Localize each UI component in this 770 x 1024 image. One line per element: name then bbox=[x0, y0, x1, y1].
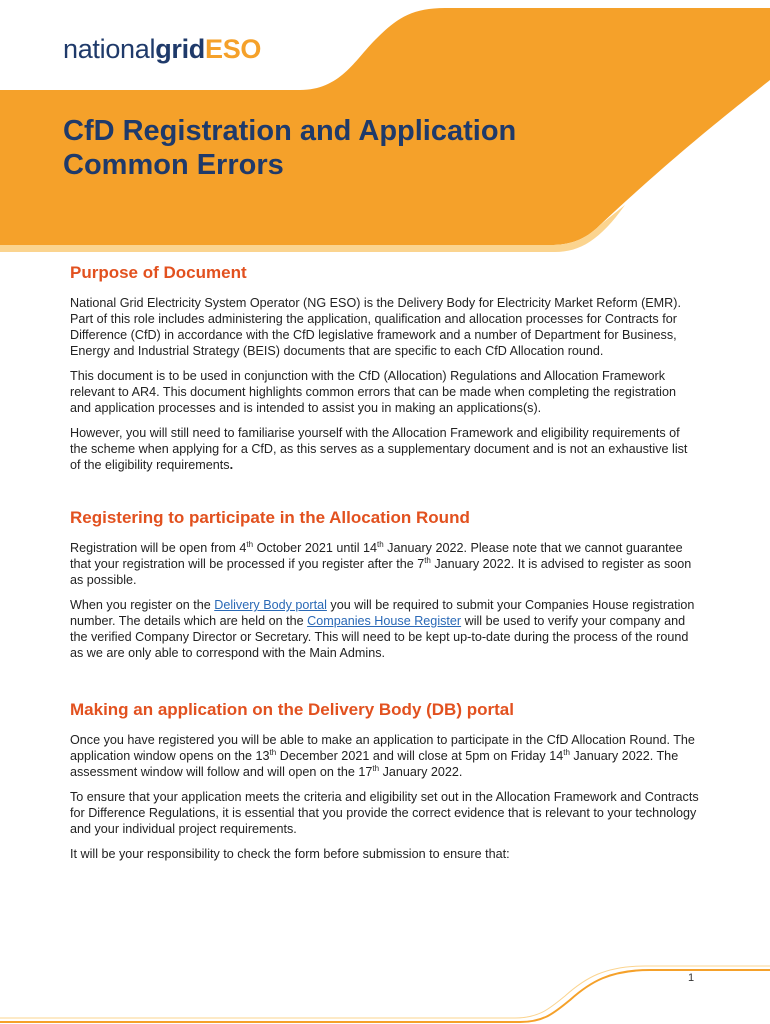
registering-p2-text-a: When you register on the bbox=[70, 598, 215, 612]
page-number: 1 bbox=[688, 972, 695, 984]
delivery-body-portal-link[interactable]: Delivery Body portal bbox=[214, 598, 327, 612]
footer-decoration bbox=[0, 960, 770, 1024]
registering-p1-text-b: October 2021 until 14 bbox=[253, 541, 377, 555]
registering-p2-text-b: you will be required to submit your Companies House registration number. The details which are held on the bbox=[70, 598, 695, 628]
ordinal-suffix: th bbox=[424, 555, 431, 565]
registering-p1-text-a: Registration will be open from 4 bbox=[70, 541, 247, 555]
purpose-paragraph-3-period: . bbox=[229, 458, 234, 472]
ordinal-suffix: th bbox=[563, 747, 570, 757]
application-p1-text-b: December 2021 and will close at 5pm on Friday 14 bbox=[276, 749, 564, 763]
document-body bbox=[70, 262, 700, 871]
application-p1-text-c: January 2022. The assessment window will follow and will open on the 17 bbox=[70, 749, 679, 779]
section-heading-application: Making an application on the Delivery Body (DB) portal bbox=[70, 700, 514, 719]
purpose-paragraph-3 bbox=[70, 425, 700, 473]
title-line-2: Common Errors bbox=[63, 149, 284, 181]
purpose-paragraph-3-text: However, you will still need to familiarise yourself with the Allocation Framework and eligibility requirements of the scheme when applying for a CfD, as this serves as a supplementary document and is not an exhaustive list of the eligibility requirements bbox=[70, 426, 688, 472]
registering-p2-text-c: will be used to verify your company and the verified Company Director or Secretary. This will need to be kept up-to-date during the process of the round as we are only able to correspond with the Main Admins. bbox=[70, 614, 689, 660]
logo-text-national: national bbox=[63, 34, 156, 64]
registering-p1-text-d: January 2022. It is advised to register as soon as possible. bbox=[70, 557, 692, 587]
section-application bbox=[70, 699, 700, 862]
ordinal-suffix: th bbox=[372, 763, 380, 773]
purpose-paragraph-2: This document is to be used in conjunction with the CfD (Allocation) Regulations and Allocation Framework relevant to AR4. This document highlights common errors that can be made when completing the registration and application processes and is intended to assist you in making an applications(s). bbox=[70, 369, 676, 415]
purpose-paragraph-1: National Grid Electricity System Operator (NG ESO) is the Delivery Body for Electricity Market Reform (EMR). Part of this role includes administering the application, qualification and allocation processes for Contracts for Difference (CfD) in accordance with the CfD legislative framework and a number of Department for Business, Energy and Industrial Strategy (BEIS) documents that are specific to each CfD Allocation round. bbox=[70, 296, 681, 358]
registering-paragraph-1 bbox=[70, 540, 700, 588]
logo-text-eso: ESO bbox=[204, 34, 262, 64]
application-paragraph-1 bbox=[70, 732, 700, 780]
application-p1-text-d: January 2022. bbox=[379, 765, 463, 779]
title-line-1: CfD Registration and Application bbox=[63, 115, 517, 147]
section-purpose bbox=[70, 262, 700, 473]
registering-paragraph-2 bbox=[70, 597, 700, 661]
companies-house-register-link[interactable]: Companies House Register bbox=[307, 614, 462, 628]
ordinal-suffix: th bbox=[269, 747, 277, 757]
logo-text-grid: grid bbox=[155, 34, 205, 64]
registering-p1-text-c: January 2022. Please note that we cannot guarantee that your registration will be processed if you register after the 7 bbox=[70, 541, 683, 571]
ordinal-suffix: th bbox=[377, 539, 384, 549]
application-p1-text-a: Once you have registered you will be able to make an application to participate in the CfD Allocation Round. The application window opens on the 13 bbox=[70, 733, 695, 763]
section-heading-registering: Registering to participate in the Allocation Round bbox=[70, 508, 470, 527]
footer-orange-curve bbox=[0, 970, 770, 1022]
section-heading-purpose: Purpose of Document bbox=[70, 263, 247, 282]
footer-light-curve bbox=[0, 966, 770, 1018]
section-registering bbox=[70, 507, 700, 661]
company-logo bbox=[63, 34, 261, 65]
application-paragraph-3: It will be your responsibility to check the form before submission to ensure that: bbox=[70, 847, 510, 861]
ordinal-suffix: th bbox=[246, 539, 254, 549]
application-paragraph-2: To ensure that your application meets the criteria and eligibility set out in the Allocation Framework and Contracts for Difference Regulations, it is essential that you provide the correct evidence that is relevant to your technology and your individual project requirements. bbox=[70, 790, 699, 836]
document-title bbox=[63, 114, 623, 182]
